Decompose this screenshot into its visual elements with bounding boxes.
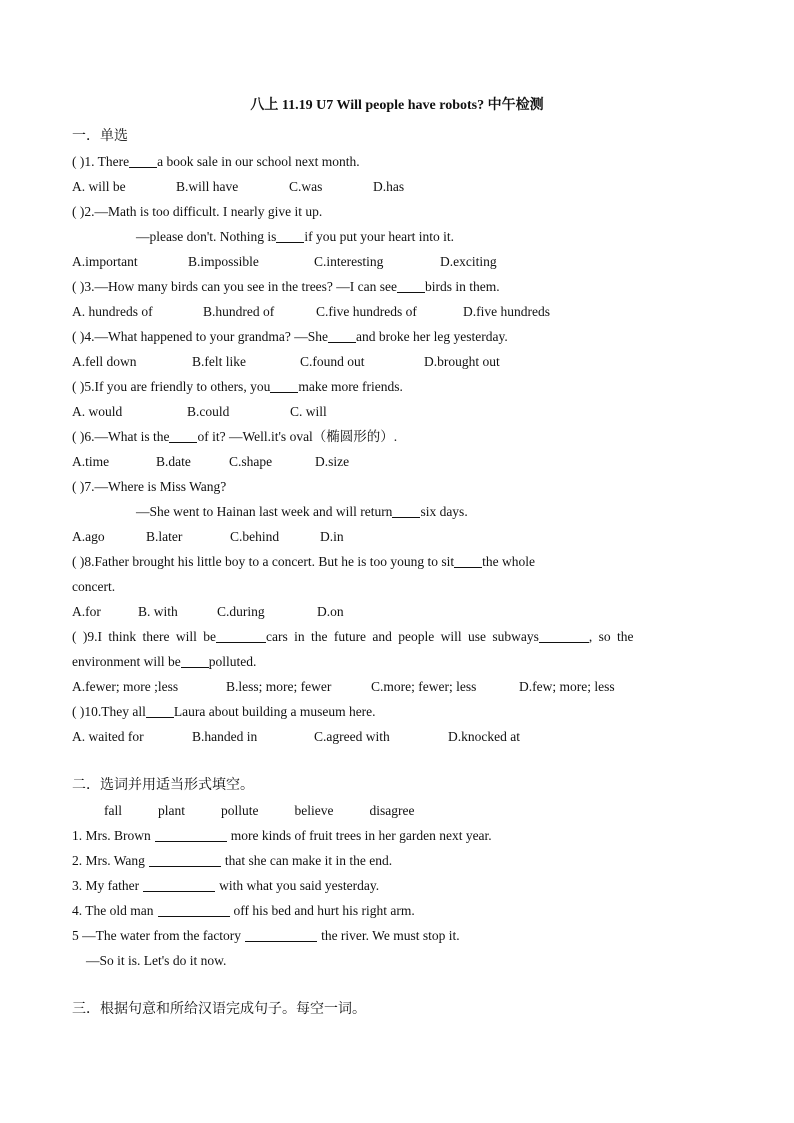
- options-5: [72, 399, 722, 424]
- item-text: 4. The old man: [72, 903, 154, 918]
- option: B.will have: [176, 179, 239, 194]
- option: D.brought out: [424, 354, 500, 369]
- question-stem: the whole: [482, 554, 535, 569]
- item-text: off his bed and hurt his right arm.: [233, 903, 415, 918]
- fill-item-2: [72, 848, 722, 873]
- question-4: [72, 324, 722, 349]
- option: A.fewer; more ;less: [72, 679, 179, 694]
- option: D.in: [320, 529, 344, 544]
- question-stem: polluted.: [208, 654, 257, 669]
- option: A.for: [72, 604, 101, 619]
- option: B.later: [146, 529, 183, 544]
- option: B.impossible: [188, 254, 259, 269]
- answer-blank[interactable]: [392, 503, 420, 518]
- answer-blank[interactable]: [276, 228, 304, 243]
- options-2: [72, 249, 722, 274]
- word-bank: [72, 798, 722, 823]
- spacer: [72, 973, 722, 997]
- word-bank-item: pollute: [221, 803, 259, 818]
- question-stem: ( )5.If you are friendly to others, you: [72, 379, 271, 394]
- item-text: 3. My father: [72, 878, 140, 893]
- item-text: —So it is. Let's do it now.: [86, 953, 227, 968]
- question-stem: birds in them.: [425, 279, 500, 294]
- question-7: [72, 474, 722, 499]
- section-heading-1: 一．单选: [72, 128, 128, 144]
- option: B.felt like: [192, 354, 246, 369]
- question-stem: ( )7.—Where is Miss Wang?: [72, 479, 227, 494]
- answer-blank[interactable]: [158, 902, 230, 917]
- question-stem: concert.: [72, 579, 116, 594]
- question-stem: —She went to Hainan last week and will return: [136, 504, 393, 519]
- option: C.was: [289, 179, 323, 194]
- answer-blank[interactable]: [245, 927, 317, 942]
- option: C.shape: [229, 454, 273, 469]
- option: C.five hundreds of: [316, 304, 417, 319]
- fill-item-5-reply: [72, 948, 722, 973]
- question-stem: ( )3.—How many birds can you see in the trees? —I can see: [72, 279, 398, 294]
- question-8-cont: [72, 574, 722, 599]
- answer-blank[interactable]: [216, 628, 266, 643]
- option: C.behind: [230, 529, 280, 544]
- option: C. will: [290, 404, 327, 419]
- fill-item-1: [72, 823, 722, 848]
- question-3: [72, 274, 722, 299]
- answer-blank[interactable]: [270, 378, 298, 393]
- question-1: [72, 149, 722, 174]
- fill-item-4: [72, 898, 722, 923]
- question-stem: ( )6.—What is the: [72, 429, 170, 444]
- answer-blank[interactable]: [149, 852, 221, 867]
- section-heading-2: 二．选词并用适当形式填空。: [72, 777, 254, 793]
- options-10: [72, 724, 722, 749]
- answer-blank[interactable]: [143, 877, 215, 892]
- fill-item-5: [72, 923, 722, 948]
- answer-blank[interactable]: [129, 153, 157, 168]
- options-9: [72, 674, 722, 699]
- question-9-cont: [72, 649, 722, 674]
- option: A.important: [72, 254, 138, 269]
- question-stem: of it? —Well.it's oval（椭圆形的）.: [197, 429, 398, 444]
- question-stem: ( )9.I think there will be: [72, 629, 216, 644]
- options-4: [72, 349, 722, 374]
- worksheet: [72, 96, 722, 1022]
- option: D.on: [317, 604, 344, 619]
- option: C.agreed with: [314, 729, 390, 744]
- option: D.knocked at: [448, 729, 520, 744]
- item-text: with what you said yesterday.: [219, 878, 380, 893]
- option: C.more; fewer; less: [371, 679, 477, 694]
- answer-blank[interactable]: [155, 827, 227, 842]
- option: A.fell down: [72, 354, 137, 369]
- answer-blank[interactable]: [181, 653, 209, 668]
- answer-blank[interactable]: [169, 428, 197, 443]
- answer-blank[interactable]: [454, 553, 482, 568]
- question-stem: ( )4.—What happened to your grandma? —She: [72, 329, 329, 344]
- option: D.has: [373, 179, 405, 194]
- question-stem: ( )10.They all: [72, 704, 146, 719]
- option: B.could: [187, 404, 230, 419]
- option: A.time: [72, 454, 110, 469]
- answer-blank[interactable]: [146, 703, 174, 718]
- option: B.handed in: [192, 729, 258, 744]
- option: D.size: [315, 454, 350, 469]
- question-stem: ( )2.—Math is too difficult. I nearly give it up.: [72, 204, 323, 219]
- option: C.interesting: [314, 254, 384, 269]
- item-text: the river. We must stop it.: [321, 928, 460, 943]
- option: A. would: [72, 404, 123, 419]
- item-text: 2. Mrs. Wang: [72, 853, 145, 868]
- option: B.date: [156, 454, 191, 469]
- question-stem: cars in the future and people will use subways: [265, 629, 539, 644]
- options-3: [72, 299, 722, 324]
- answer-blank[interactable]: [328, 328, 356, 343]
- word-bank-item: plant: [158, 803, 185, 818]
- question-stem: ( )8.Father brought his little boy to a concert. But he is too young to sit: [72, 554, 455, 569]
- option: B.less; more; fewer: [226, 679, 332, 694]
- option: C.during: [217, 604, 265, 619]
- answer-blank[interactable]: [539, 628, 589, 643]
- question-2: [72, 199, 722, 224]
- options-1: [72, 174, 722, 199]
- question-6: [72, 424, 722, 449]
- question-stem: make more friends.: [298, 379, 403, 394]
- options-8: [72, 599, 722, 624]
- word-bank-item: fall: [104, 803, 122, 818]
- question-stem: ( )1. There: [72, 154, 130, 169]
- page-title: 八上 11.19 U7 Will people have robots? 中午检测: [250, 98, 544, 113]
- option: D.exciting: [440, 254, 497, 269]
- option: D.five hundreds: [463, 304, 550, 319]
- option: B.hundred of: [203, 304, 275, 319]
- item-text: that she can make it in the end.: [224, 853, 393, 868]
- answer-blank[interactable]: [397, 278, 425, 293]
- question-stem: environment will be: [72, 654, 181, 669]
- item-text: 1. Mrs. Brown: [72, 828, 151, 843]
- question-9: [72, 624, 722, 649]
- question-8: [72, 549, 722, 574]
- question-2-reply: [72, 224, 722, 249]
- question-10: [72, 699, 722, 724]
- question-5: [72, 374, 722, 399]
- word-bank-item: believe: [294, 803, 334, 818]
- question-stem: a book sale in our school next month.: [157, 154, 360, 169]
- word-bank-item: disagree: [369, 803, 415, 818]
- question-stem: six days.: [420, 504, 468, 519]
- option: D.few; more; less: [519, 679, 615, 694]
- section-heading-3: 三．根据句意和所给汉语完成句子。每空一词。: [72, 1001, 366, 1017]
- question-7-reply: [72, 499, 722, 524]
- option: B. with: [138, 604, 178, 619]
- option: A. waited for: [72, 729, 144, 744]
- fill-item-3: [72, 873, 722, 898]
- question-stem: and broke her leg yesterday.: [356, 329, 508, 344]
- item-text: more kinds of fruit trees in her garden next year.: [230, 828, 492, 843]
- question-stem: , so the: [588, 629, 634, 644]
- spacer: [72, 749, 722, 773]
- question-stem: if you put your heart into it.: [304, 229, 455, 244]
- option: A. will be: [72, 179, 126, 194]
- item-text: 5 —The water from the factory: [72, 928, 242, 943]
- options-7: [72, 524, 722, 549]
- question-stem: Laura about building a museum here.: [173, 704, 376, 719]
- options-6: [72, 449, 722, 474]
- option: A. hundreds of: [72, 304, 153, 319]
- question-stem: —please don't. Nothing is: [136, 229, 277, 244]
- option: A.ago: [72, 529, 105, 544]
- option: C.found out: [300, 354, 365, 369]
